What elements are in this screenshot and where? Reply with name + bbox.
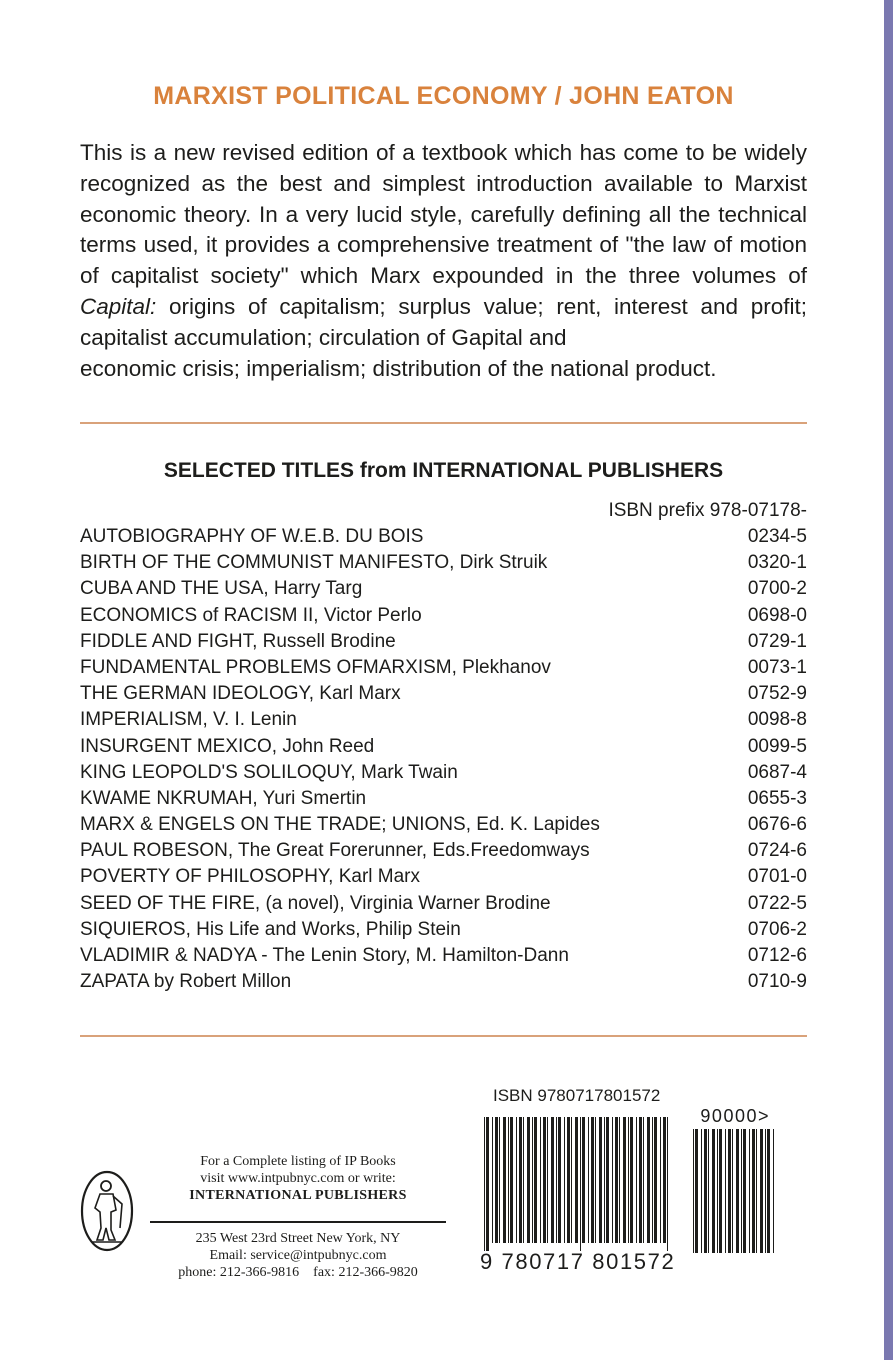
- address-line: 235 West 23rd Street New York, NY: [195, 1231, 401, 1246]
- book-list-item: [80, 891, 807, 917]
- barcode-bar: [701, 1129, 702, 1253]
- email-line: Email: service@intpubnyc.com: [209, 1248, 387, 1263]
- barcode-bar: [540, 1117, 541, 1243]
- barcode-bar: [551, 1117, 554, 1243]
- barcode-bar: [732, 1129, 733, 1253]
- publisher-contact-bottom: [150, 1230, 446, 1281]
- barcode-bar: [495, 1117, 498, 1243]
- book-list-item: [80, 917, 807, 943]
- barcode-bar: [556, 1117, 557, 1243]
- barcode-bar: [752, 1129, 755, 1253]
- barcode-bar: [532, 1117, 533, 1243]
- publisher-name: INTERNATIONAL PUBLISHERS: [189, 1188, 407, 1203]
- barcode-bar: [567, 1117, 570, 1243]
- book-list-item: [80, 550, 807, 576]
- barcode-bar: [639, 1117, 642, 1243]
- barcode-bar: [760, 1129, 763, 1253]
- barcode-bar: [486, 1117, 489, 1251]
- barcode-main-bars: [484, 1117, 668, 1251]
- barcode-bar: [736, 1129, 739, 1253]
- spine-edge-strip: [884, 0, 893, 1360]
- book-isbn-code: 0706-2: [747, 918, 807, 940]
- divider-top: [80, 422, 807, 424]
- book-title-entry: SIQUIEROS, His Life and Works, Philip Stein: [80, 918, 461, 940]
- book-isbn-code: 0073-1: [747, 656, 807, 678]
- barcode-addon-digits: 90000>: [700, 1107, 770, 1126]
- barcode-bar: [773, 1129, 774, 1253]
- barcode-bar: [588, 1117, 589, 1243]
- barcode-bar: [575, 1117, 578, 1243]
- isbn-barcode: [478, 1107, 798, 1277]
- barcode-bar: [558, 1117, 561, 1243]
- barcode-bar: [503, 1117, 506, 1243]
- barcode-bar: [767, 1129, 770, 1253]
- barcode-bar: [643, 1117, 644, 1243]
- barcode-bar: [595, 1117, 596, 1243]
- barcode-bar: [615, 1117, 618, 1243]
- fax-number: fax: 212-366-9820: [313, 1265, 418, 1280]
- book-title-entry: CUBA AND THE USA, Harry Targ: [80, 578, 363, 600]
- barcode-bar: [647, 1117, 650, 1243]
- barcode-bar: [623, 1117, 626, 1243]
- book-isbn-code: 0752-9: [747, 683, 807, 705]
- book-isbn-code: 0676-6: [747, 814, 807, 836]
- book-title-entry: KING LEOPOLD'S SOLILOQUY, Mark Twain: [80, 761, 458, 783]
- barcode-bar: [591, 1117, 594, 1243]
- barcode-bar: [619, 1117, 620, 1243]
- barcode-bar: [571, 1117, 572, 1243]
- barcode-bar: [636, 1117, 637, 1243]
- book-title-entry: THE GERMAN IDEOLOGY, Karl Marx: [80, 683, 401, 705]
- book-title-entry: MARX & ENGELS ON THE TRADE; UNIONS, Ed. K. Lapides: [80, 814, 600, 836]
- phone-fax-line: [150, 1264, 446, 1281]
- barcode-bar: [728, 1129, 731, 1253]
- barcode-bar: [719, 1129, 722, 1253]
- selected-titles-heading: SELECTED TITLES from INTERNATIONAL PUBLISHERS: [163, 459, 724, 482]
- book-list-item: [80, 603, 807, 629]
- book-list-item: [80, 786, 807, 812]
- book-list-item: [80, 864, 807, 890]
- barcode-bar: [743, 1129, 746, 1253]
- website-line: visit www.intpubnyc.com or write:: [200, 1171, 396, 1186]
- book-list-item: [80, 812, 807, 838]
- barcode-bar: [630, 1117, 633, 1243]
- book-list-item: [80, 576, 807, 602]
- book-list: [80, 524, 807, 995]
- divider-bottom: [80, 1035, 807, 1037]
- barcode-bar: [712, 1129, 715, 1253]
- book-isbn-code: 0710-9: [747, 971, 807, 993]
- book-list-item: [80, 760, 807, 786]
- book-list-item: [80, 734, 807, 760]
- barcode-bar: [717, 1129, 718, 1253]
- book-title-entry: KWAME NKRUMAH, Yuri Smertin: [80, 787, 367, 809]
- description-text-continued: origins of capitalism; surplus value; rent, interest and profit; capitalist accumulation; circulation of Gapital and: [80, 293, 807, 350]
- barcode-bar: [725, 1129, 726, 1253]
- book-isbn-code: 0701-0: [747, 866, 807, 888]
- footer-divider: [150, 1221, 446, 1223]
- book-isbn-code: 0724-6: [747, 840, 807, 862]
- book-isbn-code: 0687-4: [747, 761, 807, 783]
- book-list-item: [80, 681, 807, 707]
- book-title-entry: AUTOBIOGRAPHY OF W.E.B. DU BOIS: [80, 526, 424, 547]
- barcode-bar: [704, 1129, 707, 1253]
- book-title-entry: INSURGENT MEXICO, John Reed: [80, 735, 375, 757]
- book-list-item: [80, 943, 807, 969]
- barcode-bar: [749, 1129, 750, 1253]
- book-list-item: [80, 969, 807, 995]
- barcode-bar: [660, 1117, 661, 1243]
- barcode-bar: [484, 1117, 485, 1251]
- barcode-bar: [534, 1117, 537, 1243]
- book-title-entry: POVERTY OF PHILOSOPHY, Karl Marx: [80, 866, 420, 888]
- barcode-bar: [510, 1117, 513, 1243]
- book-title-entry: ZAPATA by Robert Millon: [80, 971, 292, 993]
- barcode-bar: [516, 1117, 517, 1243]
- book-title-entry: IMPERIALISM, V. I. Lenin: [80, 709, 297, 731]
- barcode-human-readable-digits: 9 780717 801572: [480, 1249, 676, 1274]
- book-title-entry: FUNDAMENTAL PROBLEMS OFMARXISM, Plekhanov: [80, 656, 551, 678]
- isbn-prefix-label: ISBN prefix 978-07178-: [608, 500, 807, 521]
- barcode-bar: [693, 1129, 694, 1253]
- book-isbn-code: 0098-8: [747, 709, 807, 731]
- phone-number: phone: 212-366-9816: [178, 1265, 300, 1280]
- barcode-bar: [508, 1117, 509, 1243]
- barcode-bar: [519, 1117, 522, 1243]
- description-last-line: economic crisis; imperialism; distribution of the national product.: [80, 355, 717, 381]
- book-title-entry: PAUL ROBESON, The Great Forerunner, Eds.Freedomways: [80, 840, 590, 862]
- book-list-item: [80, 707, 807, 733]
- book-isbn-code: 0722-5: [747, 892, 807, 914]
- book-title: MARXIST POLITICAL ECONOMY / JOHN EATON: [153, 82, 734, 110]
- book-list-item: [80, 629, 807, 655]
- book-list-item: [80, 838, 807, 864]
- publisher-logo-icon: [80, 1170, 134, 1252]
- barcode-bar: [564, 1117, 565, 1243]
- book-isbn-code: 0712-6: [747, 945, 807, 966]
- barcode-bar: [756, 1129, 757, 1253]
- book-title-entry: BIRTH OF THE COMMUNIST MANIFESTO, Dirk Struik: [80, 552, 548, 574]
- barcode-bar: [654, 1117, 657, 1243]
- book-isbn-code: 0320-1: [747, 552, 807, 574]
- publisher-contact-top: [150, 1153, 446, 1204]
- book-isbn-code: 0099-5: [747, 735, 807, 757]
- barcode-bar: [695, 1129, 698, 1253]
- book-list-item: [80, 655, 807, 681]
- barcode-bar: [599, 1117, 602, 1243]
- description-text: This is a new revised edition of a textbook which has come to be widely recognized as the best and simplest introduction available to Marxist economic theory. In a very lucid style, carefully defining all the technical terms used, it provides a comprehensive treatment of "the law of motion of capitalist society" which Marx expounded in the three volumes of: [80, 140, 807, 289]
- book-description: [80, 138, 807, 384]
- barcode-bar: [663, 1117, 666, 1243]
- barcode-bar: [527, 1117, 530, 1243]
- barcode-bar: [604, 1117, 605, 1243]
- barcode-bar: [499, 1117, 500, 1243]
- barcode-bar: [523, 1117, 524, 1243]
- barcode-bar: [582, 1117, 585, 1243]
- barcode-bar: [708, 1129, 709, 1253]
- barcode-bar: [543, 1117, 546, 1243]
- book-title-entry: SEED OF THE FIRE, (a novel), Virginia Warner Brodine: [80, 892, 551, 914]
- barcode-bar: [580, 1117, 581, 1251]
- book-isbn-code: 0729-1: [747, 630, 807, 652]
- barcode-bar: [492, 1117, 493, 1243]
- book-isbn-code: 0655-3: [747, 787, 807, 809]
- barcode-bar: [628, 1117, 629, 1243]
- book-title-entry: VLADIMIR & NADYA - The Lenin Story, M. Hamilton-Dann: [80, 945, 569, 966]
- barcode-bar: [667, 1117, 668, 1251]
- book-isbn-code: 0698-0: [747, 604, 807, 626]
- barcode-isbn-label: ISBN 9780717801572: [493, 1086, 661, 1105]
- barcode-bar: [741, 1129, 742, 1253]
- listing-line: For a Complete listing of IP Books: [200, 1154, 396, 1169]
- barcode-bar: [652, 1117, 653, 1243]
- book-title-entry: FIDDLE AND FIGHT, Russell Brodine: [80, 630, 396, 652]
- book-list-item: [80, 524, 807, 550]
- barcode-bar: [612, 1117, 613, 1243]
- barcode-bar: [765, 1129, 766, 1253]
- book-isbn-code: 0700-2: [747, 578, 807, 600]
- book-isbn-code: 0234-5: [747, 526, 807, 547]
- book-title-entry: ECONOMICS of RACISM II, Victor Perlo: [80, 604, 422, 626]
- barcode-bar: [606, 1117, 609, 1243]
- barcode-bar: [547, 1117, 548, 1243]
- description-italic-title: Capital:: [80, 293, 157, 319]
